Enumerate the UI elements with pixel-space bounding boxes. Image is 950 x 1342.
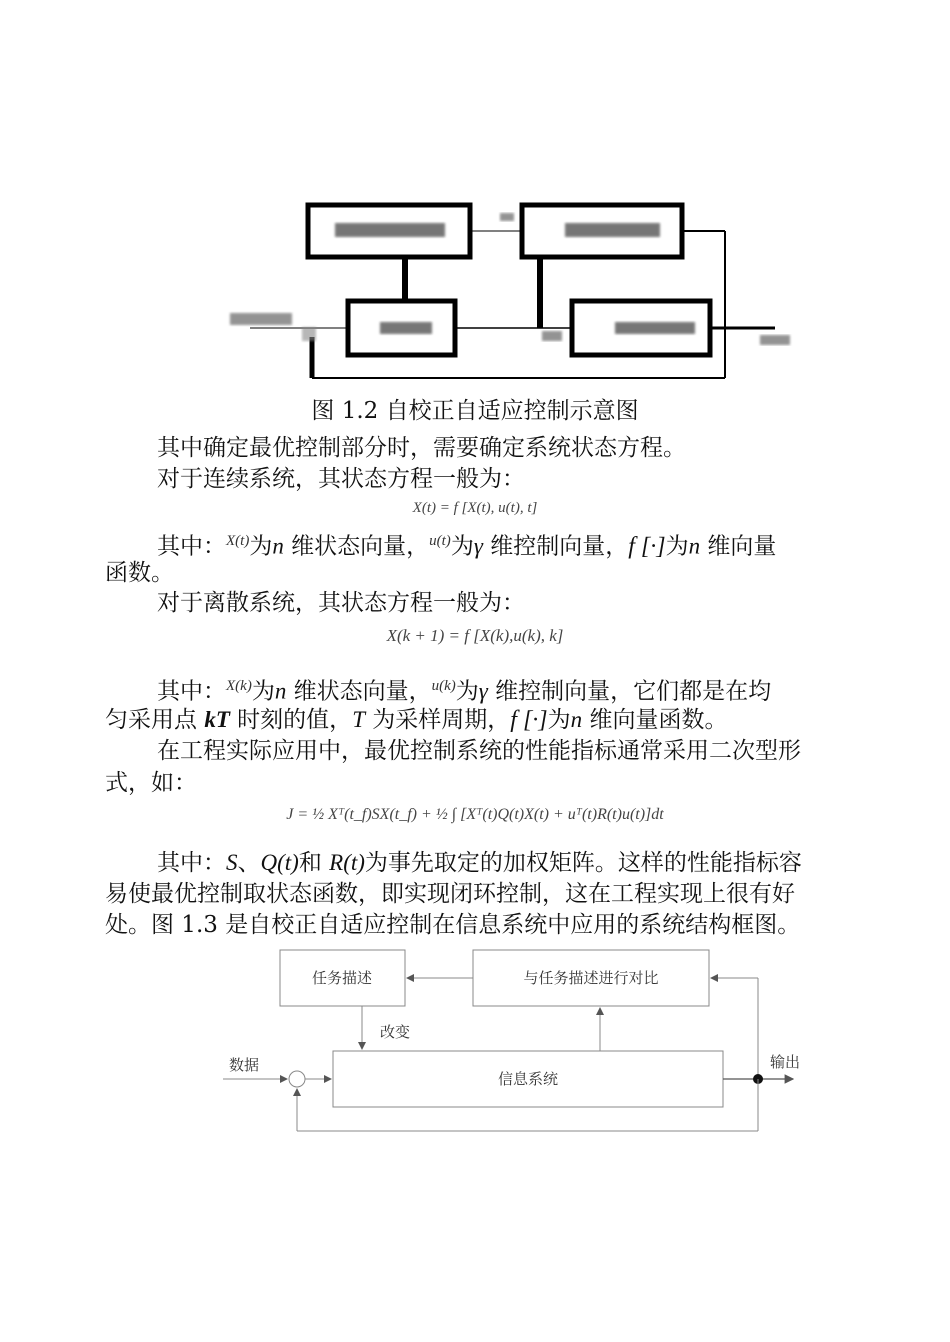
- text: 为: [450, 533, 474, 560]
- compare-label: 与任务描述进行对比: [523, 969, 659, 987]
- math-u-k: u(k): [431, 678, 456, 694]
- paragraph-5-line-1: [105, 670, 942, 708]
- math-n: n: [688, 533, 701, 559]
- text: 为: [547, 707, 571, 733]
- paragraph-5-line-2: [105, 704, 890, 736]
- change-label: 改变: [380, 1023, 411, 1041]
- summing-junction: [289, 1071, 305, 1087]
- math-gamma: γ: [473, 533, 483, 559]
- math-x-t: X(t): [226, 533, 250, 549]
- task-description-label: 任务描述: [311, 969, 373, 987]
- figure-1-3-diagram: [215, 945, 815, 1140]
- text: 为: [249, 533, 273, 560]
- math-kT: kT: [204, 707, 230, 732]
- paragraph-7-line-1: [105, 847, 942, 879]
- math-n: n: [570, 707, 583, 732]
- text: 其中：: [157, 850, 226, 876]
- paragraph-4: 对于离散系统，其状态方程一般为：: [157, 590, 525, 616]
- paragraph-3-line-2: 函数。: [105, 560, 174, 586]
- text: 时刻的值，: [229, 707, 353, 733]
- math-x-k: X(k): [226, 678, 252, 694]
- math-gamma: γ: [478, 678, 488, 704]
- text: 维向量: [700, 533, 777, 560]
- paragraph-1: 其中确定最优控制部分时，需要确定系统状态方程。: [157, 435, 686, 461]
- text: 维向量函数。: [582, 707, 728, 733]
- paragraph-6-line-2: 式，如：: [105, 770, 197, 796]
- text: 维控制向量，它们都是在均: [487, 678, 772, 705]
- text: 、: [237, 850, 261, 876]
- text: 为事先取定的加权矩阵。这样的性能指标容: [364, 850, 802, 876]
- text: 其中：: [157, 533, 226, 560]
- text: 和: [298, 850, 330, 876]
- figure-1-2-caption: 图 1.2 自校正自适应控制示意图: [311, 398, 639, 424]
- math-n: n: [274, 678, 287, 704]
- output-label: 输出: [770, 1053, 801, 1071]
- math-S: S: [226, 850, 238, 875]
- equation-performance-index: J = ½ Xᵀ(t_f)SX(t_f) + ½ ∫ [Xᵀ(t)Q(t)X(t) + uᵀ(t)R(t)u(t)]dt: [286, 806, 664, 823]
- data-label: 数据: [229, 1056, 260, 1074]
- math-f: f [·]: [510, 707, 548, 733]
- math-n: n: [272, 533, 284, 559]
- paragraph-6-line-1: 在工程实际应用中，最优控制系统的性能指标通常采用二次型形: [157, 738, 801, 764]
- text: 为: [665, 533, 689, 560]
- text: 为: [455, 678, 479, 705]
- text: 为采样周期，: [364, 707, 511, 733]
- text: 维状态向量，: [286, 678, 432, 705]
- text: 匀采用点: [105, 707, 205, 733]
- paragraph-2: 对于连续系统，其状态方程一般为：: [157, 466, 525, 492]
- text: 维状态向量，: [283, 533, 430, 560]
- math-f: f [·]: [628, 533, 666, 560]
- math-T: T: [352, 707, 365, 732]
- info-system-label: 信息系统: [497, 1070, 559, 1088]
- math-u-t: u(t): [429, 533, 451, 549]
- equation-discrete: X(k + 1) = f [X(k),u(k), k]: [386, 626, 564, 645]
- text: 其中：: [157, 678, 226, 705]
- text: 维控制向量，: [482, 533, 629, 560]
- figure-1-2-diagram: [220, 195, 800, 390]
- equation-continuous: X(t) = f [X(t), u(t), t]: [412, 500, 538, 516]
- text: 为: [251, 678, 275, 705]
- paragraph-7-line-2: 易使最优控制取状态函数，即实现闭环控制，这在工程实现上很有好: [105, 881, 795, 907]
- paragraph-7-line-3: 处。图 1.3 是自校正自适应控制在信息系统中应用的系统结构框图。: [105, 912, 801, 938]
- math-Q: Q(t): [260, 850, 299, 875]
- math-R: R(t): [329, 850, 365, 875]
